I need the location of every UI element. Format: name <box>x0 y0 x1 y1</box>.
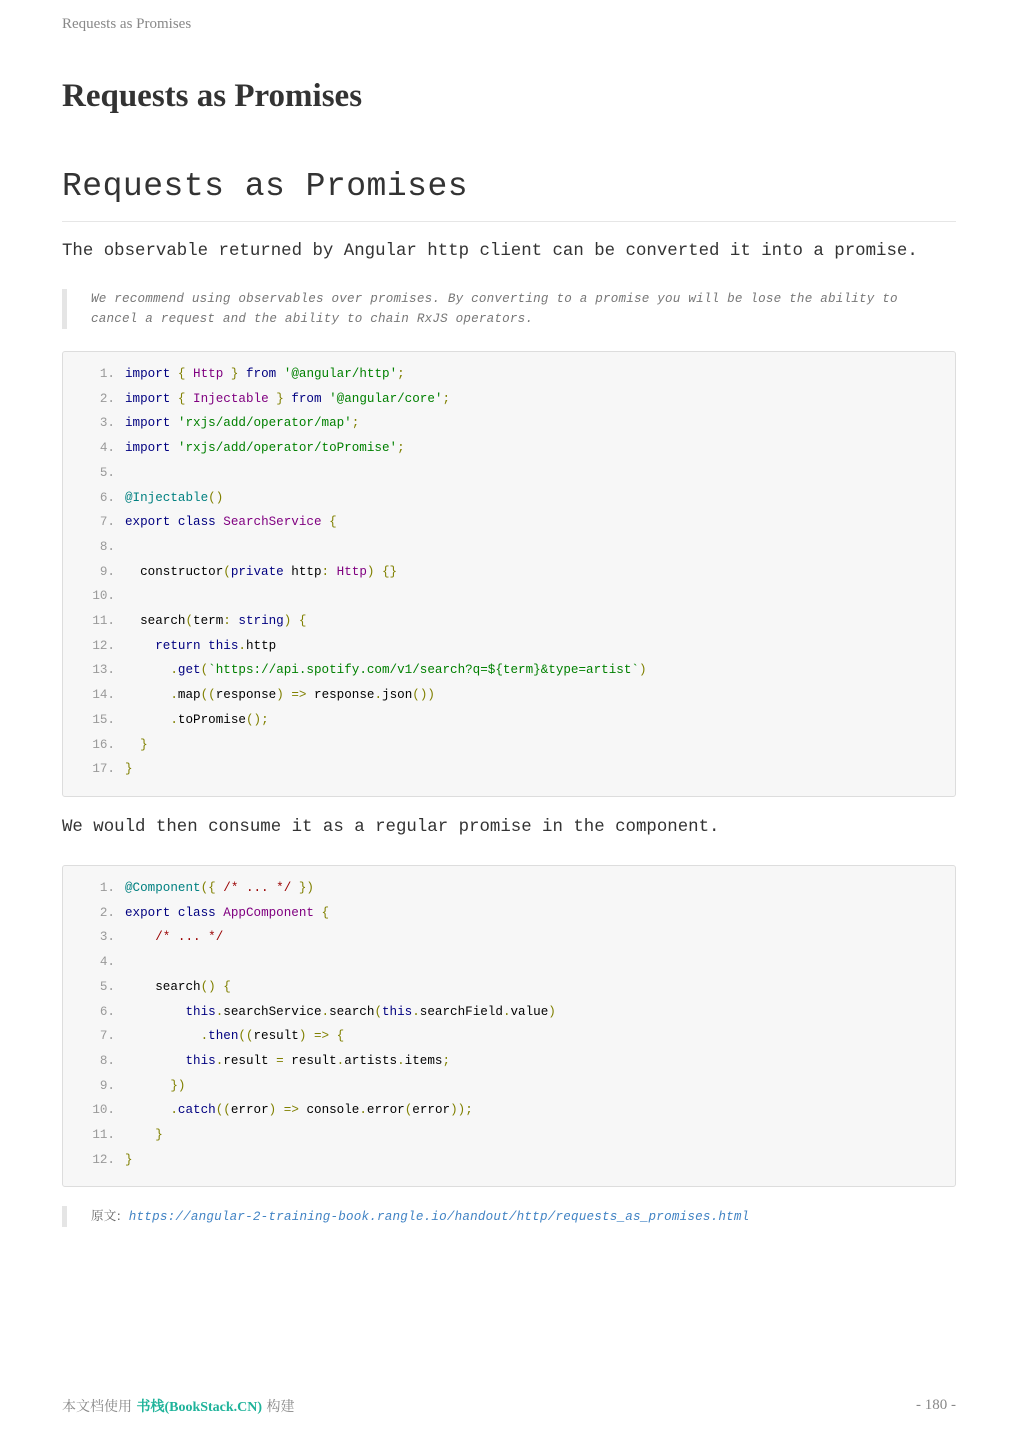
code-token: (); <box>245 712 269 727</box>
line-number: 1. <box>99 367 115 381</box>
code-line <box>63 1076 185 1096</box>
footer-suffix: 构建 <box>266 1399 295 1415</box>
code-line <box>63 927 223 947</box>
code-token: from <box>291 391 322 406</box>
code-token <box>125 930 155 944</box>
code-token <box>125 1005 185 1019</box>
code-token <box>125 713 170 727</box>
code-token: ( <box>185 614 194 628</box>
line-number: 11. <box>92 1128 115 1142</box>
code-token: => <box>313 1029 330 1044</box>
code-line <box>63 878 314 898</box>
code-token: map <box>177 688 201 703</box>
code-token <box>125 1128 155 1142</box>
line-number: 9. <box>99 564 115 579</box>
code-token: ( <box>223 564 231 579</box>
code-token: . <box>170 1103 178 1118</box>
code-token: : <box>223 614 231 628</box>
code-token: ( <box>200 663 209 678</box>
code-token: class <box>177 515 216 530</box>
code-token: 'rxjs/add/operator/toPromise' <box>177 441 398 456</box>
code-token: this <box>185 1053 216 1068</box>
code-line <box>63 977 231 997</box>
page-number: - 180 - <box>916 1397 956 1413</box>
code-token: /* ... */ <box>223 881 292 895</box>
code-token: . <box>397 1053 405 1068</box>
code-line <box>63 903 329 923</box>
code-token: ) <box>268 1103 277 1118</box>
code-token: . <box>336 1053 345 1068</box>
code-line <box>63 735 148 755</box>
code-line <box>63 952 125 972</box>
code-token: response <box>215 688 277 703</box>
code-token: { <box>321 905 330 920</box>
line-number: 2. <box>99 391 115 406</box>
code-token: import <box>125 416 171 431</box>
code-token: (( <box>238 1029 254 1044</box>
line-number: 10. <box>92 1103 115 1118</box>
code-token: toPromise <box>177 712 246 727</box>
code-token: () <box>208 490 224 505</box>
code-token: ) <box>276 688 284 703</box>
code-token: from <box>245 367 277 381</box>
code-line <box>63 611 306 631</box>
line-number: 12. <box>92 1152 115 1167</box>
code-token <box>125 1054 185 1068</box>
code-token <box>185 392 193 406</box>
code-token: return <box>155 638 201 653</box>
source-link[interactable]: https://angular-2-training-book.rangle.io/handout/http/requests_as_promises.html <box>128 1210 750 1224</box>
code-token: }) <box>298 881 314 895</box>
code-block-search-service <box>62 351 956 797</box>
code-token <box>276 367 284 381</box>
code-token <box>238 367 246 381</box>
line-number: 3. <box>99 416 115 431</box>
code-line <box>63 636 276 656</box>
code-token: . <box>200 1029 209 1044</box>
code-line <box>63 562 397 582</box>
heading-divider <box>62 221 956 222</box>
code-token: . <box>170 663 178 678</box>
code-token: = <box>276 1053 284 1068</box>
line-number: 1. <box>99 881 115 895</box>
code-token: . <box>502 1004 511 1019</box>
code-token <box>223 367 231 381</box>
code-token: this <box>208 638 239 653</box>
running-header: Requests as Promises <box>62 16 192 32</box>
code-token: . <box>170 712 178 727</box>
code-token: items <box>404 1053 443 1068</box>
line-number: 5. <box>99 979 115 994</box>
code-line <box>63 463 125 483</box>
line-number: 4. <box>99 441 115 456</box>
page-title: Requests as Promises <box>62 78 363 114</box>
line-number: 12. <box>92 638 115 653</box>
code-token: ) <box>283 614 292 628</box>
code-token: get <box>177 663 201 678</box>
code-line <box>63 1026 344 1046</box>
note-blockquote <box>62 289 956 329</box>
code-token: error <box>230 1103 269 1118</box>
code-token: ) <box>298 1029 307 1044</box>
code-token: Http <box>336 564 367 579</box>
source-blockquote <box>62 1206 956 1227</box>
code-line <box>63 685 435 705</box>
line-number: 2. <box>99 905 115 920</box>
code-token <box>125 663 170 677</box>
consume-paragraph: We would then consume it as a regular promise in the component. <box>62 818 720 837</box>
code-token <box>314 906 322 920</box>
code-token: class <box>177 905 216 920</box>
code-token: { <box>298 614 307 628</box>
code-token: term <box>193 614 224 628</box>
code-token: } <box>230 367 239 381</box>
code-token: /* ... */ <box>155 930 224 945</box>
code-token: ( <box>374 1004 382 1019</box>
source-label: 原文: <box>91 1208 122 1223</box>
code-token: { <box>177 367 186 381</box>
code-token <box>374 565 382 579</box>
line-number: 16. <box>92 737 115 752</box>
code-token <box>125 738 140 752</box>
code-line <box>63 488 223 508</box>
code-token <box>170 441 178 455</box>
code-token: ; <box>442 1053 451 1068</box>
line-number: 9. <box>99 1078 115 1093</box>
footer-brand-link[interactable]: 书栈(BookStack.CN) <box>136 1400 263 1415</box>
code-line <box>63 1125 163 1145</box>
code-token <box>322 392 330 406</box>
code-token: string <box>238 614 284 628</box>
code-token: ) <box>548 1004 556 1019</box>
code-token: {} <box>382 564 398 579</box>
code-line <box>63 1002 556 1022</box>
code-line <box>63 512 337 532</box>
code-line <box>63 660 647 680</box>
code-token: } <box>125 762 133 777</box>
code-token: ) <box>638 663 647 678</box>
code-token: private <box>230 564 284 579</box>
code-token: catch <box>177 1103 216 1118</box>
code-token <box>170 515 178 529</box>
code-token: SearchService <box>223 515 322 530</box>
footer-credit <box>62 1396 295 1416</box>
code-token: import <box>125 391 171 406</box>
code-token <box>125 639 155 653</box>
footer-prefix: 本文档使用 <box>62 1399 132 1415</box>
code-token: . <box>374 688 383 703</box>
line-number: 8. <box>99 1053 115 1068</box>
code-line <box>63 413 359 433</box>
line-number: 6. <box>99 490 115 505</box>
code-token: @Component <box>125 881 201 895</box>
code-token <box>329 565 337 579</box>
code-token: ({ <box>200 881 216 895</box>
code-token: ()) <box>412 688 435 703</box>
code-token: json <box>382 688 413 703</box>
code-token: console <box>298 1103 360 1118</box>
code-token: '@angular/core' <box>329 391 443 406</box>
code-token: => <box>283 1103 299 1118</box>
code-token: ; <box>442 391 451 406</box>
code-token: Http <box>193 367 224 381</box>
code-token <box>170 906 178 920</box>
code-token: ( <box>404 1103 413 1118</box>
line-number: 13. <box>92 663 115 678</box>
code-token <box>125 1029 201 1043</box>
code-token: '@angular/http' <box>283 367 398 381</box>
code-token: . <box>215 1053 224 1068</box>
code-token: @Injectable <box>125 490 209 505</box>
code-token: searchService <box>223 1004 322 1019</box>
code-token: artists <box>344 1053 398 1068</box>
code-token: this <box>382 1004 413 1019</box>
code-token <box>125 688 170 702</box>
code-token <box>329 1029 337 1043</box>
code-token: error <box>366 1103 405 1118</box>
code-token: { <box>329 515 337 530</box>
code-token: () <box>200 979 216 994</box>
code-token: result <box>283 1053 337 1068</box>
code-line <box>63 364 405 384</box>
code-token: } <box>276 391 284 406</box>
code-token <box>170 392 178 406</box>
code-token: { <box>336 1029 345 1044</box>
code-token: value <box>510 1004 549 1019</box>
code-token: : <box>321 564 330 579</box>
code-token: search <box>125 979 201 994</box>
line-number: 8. <box>99 539 115 554</box>
code-token: response <box>306 688 375 703</box>
line-number: 17. <box>92 762 115 777</box>
code-token: then <box>208 1029 239 1044</box>
code-token <box>170 367 178 381</box>
code-block-app-component <box>62 865 956 1187</box>
section-heading: Requests as Promises <box>62 168 469 205</box>
code-token: constructor <box>125 564 224 579</box>
code-token <box>170 416 178 430</box>
code-token: ; <box>351 416 360 431</box>
code-token: http <box>283 564 322 579</box>
line-number: 7. <box>99 1029 115 1044</box>
code-token: } <box>155 1128 163 1142</box>
code-line <box>63 438 405 458</box>
code-token: => <box>291 688 307 703</box>
line-number: 6. <box>99 1004 115 1019</box>
code-line <box>63 1051 450 1071</box>
code-token: this <box>185 1004 216 1019</box>
line-number: 5. <box>99 465 115 480</box>
intro-paragraph: The observable returned by Angular http client can be converted it into a promise. <box>62 242 918 261</box>
code-token: result <box>253 1029 299 1044</box>
code-line <box>63 1100 473 1120</box>
code-token: import <box>125 367 171 381</box>
code-token: . <box>215 1004 224 1019</box>
note-text: We recommend using observables over promises. By converting to a promise you will be lose the ability to cancel a request and the ability to chain RxJS operators. <box>91 292 898 326</box>
code-token: ; <box>397 441 405 456</box>
line-number: 11. <box>92 614 115 628</box>
code-token <box>322 515 330 529</box>
code-token: { <box>223 979 231 994</box>
code-token: searchField <box>419 1004 503 1019</box>
code-token: export <box>125 905 171 920</box>
code-line <box>63 759 133 779</box>
code-line <box>63 586 125 606</box>
code-token: search <box>329 1004 375 1019</box>
code-token: (( <box>215 1103 231 1118</box>
code-token <box>306 1029 314 1043</box>
code-line <box>63 537 125 557</box>
code-token: result <box>223 1053 277 1068</box>
code-token: http <box>245 638 277 653</box>
code-line <box>63 389 450 409</box>
code-token <box>291 881 299 895</box>
code-token: AppComponent <box>223 905 314 920</box>
code-token: ; <box>397 367 405 381</box>
code-token: import <box>125 441 171 456</box>
line-number: 14. <box>92 688 115 703</box>
line-number: 3. <box>99 930 115 945</box>
code-line <box>63 710 269 730</box>
code-line <box>63 1150 133 1170</box>
code-token: } <box>140 737 148 752</box>
code-token: }) <box>170 1078 186 1093</box>
code-token: )); <box>450 1103 473 1118</box>
code-token <box>125 1103 170 1117</box>
code-token: 'rxjs/add/operator/map' <box>177 416 352 431</box>
code-token: (( <box>200 688 216 703</box>
code-token: { <box>177 391 186 406</box>
code-token <box>185 367 193 381</box>
code-token: } <box>125 1152 133 1167</box>
line-number: 15. <box>92 712 115 727</box>
code-token: search <box>125 614 186 628</box>
code-token: . <box>170 688 178 703</box>
code-token: . <box>359 1103 367 1118</box>
code-token <box>125 1079 170 1093</box>
code-token: . <box>412 1004 420 1019</box>
code-token: export <box>125 515 171 530</box>
line-number: 10. <box>92 589 115 604</box>
code-token <box>291 614 299 628</box>
line-number: 4. <box>99 955 115 970</box>
line-number: 7. <box>99 515 115 530</box>
code-token: . <box>238 638 246 653</box>
code-token: Injectable <box>193 391 269 406</box>
code-token: . <box>321 1004 330 1019</box>
code-token: ) <box>366 564 375 579</box>
code-token: error <box>412 1103 451 1118</box>
code-token: `https://api.spotify.com/v1/search?q=${term}&type=artist` <box>208 663 639 678</box>
code-token <box>276 1103 284 1117</box>
